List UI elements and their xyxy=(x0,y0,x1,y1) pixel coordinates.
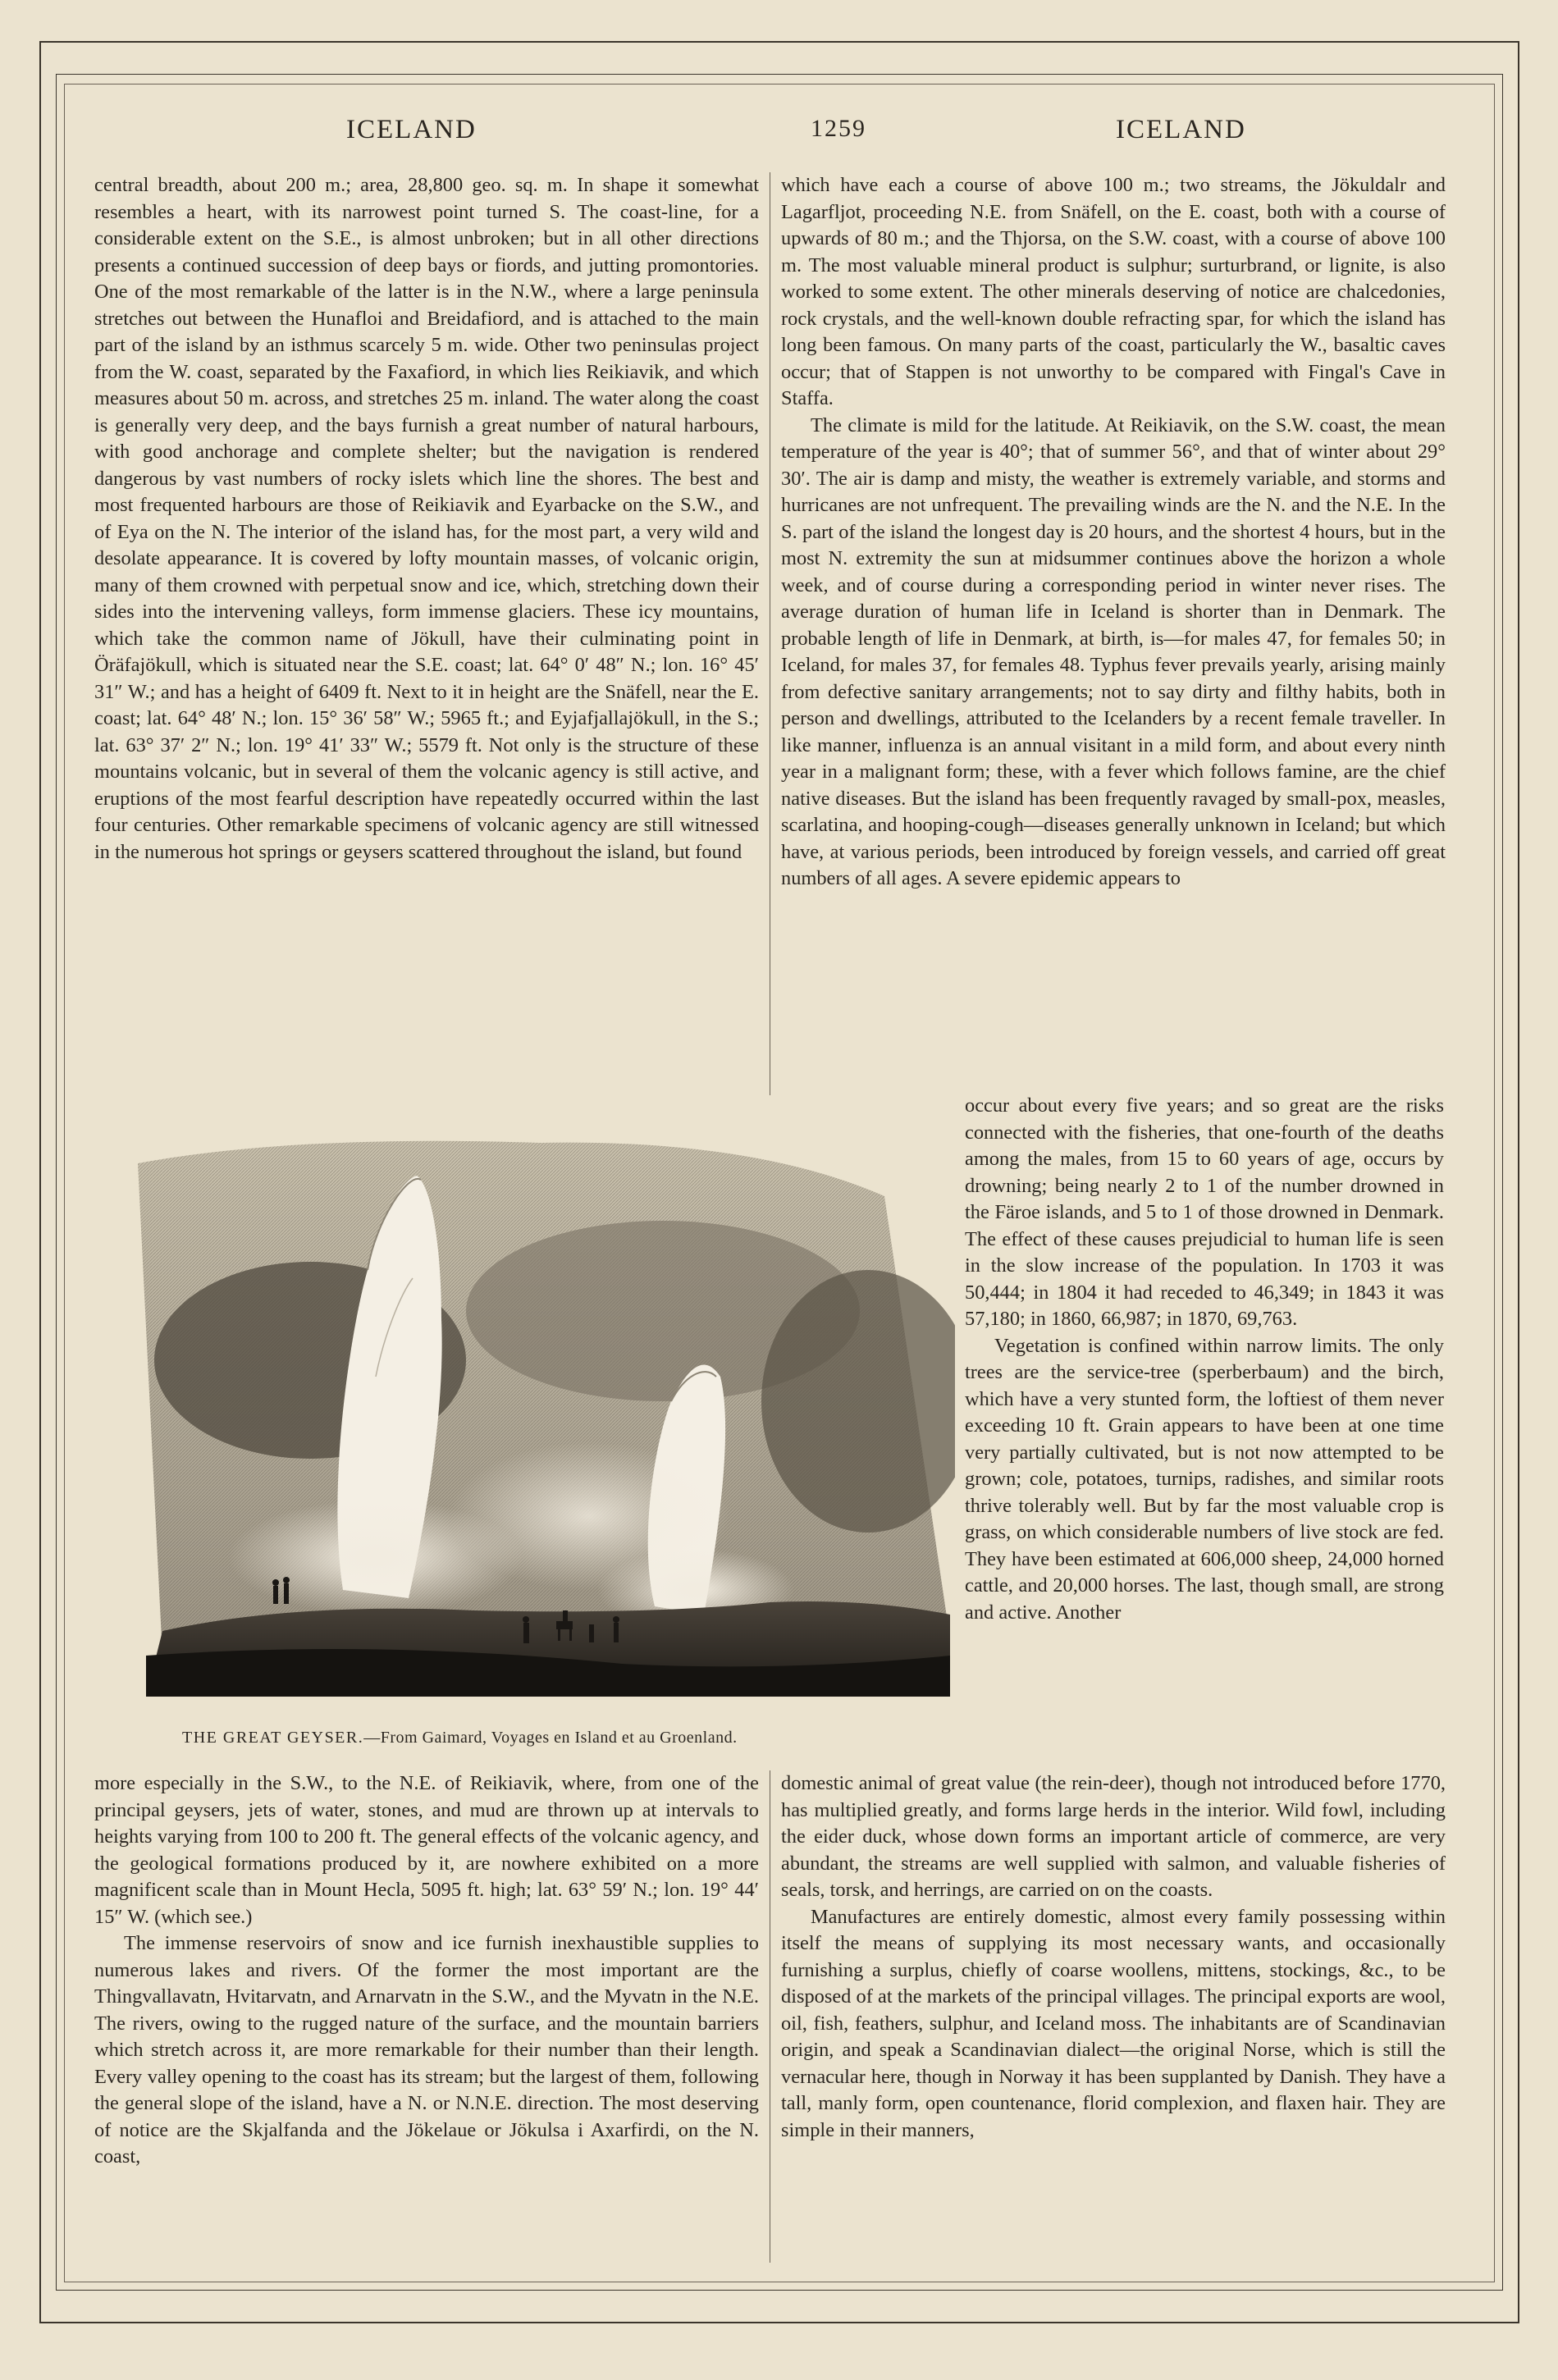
column-right-bottom xyxy=(781,1770,1446,2144)
header-left-title: ICELAND xyxy=(346,115,477,144)
header-right-title: ICELAND xyxy=(1116,115,1246,144)
page-number: 1259 xyxy=(811,115,866,142)
great-geyser-engraving xyxy=(130,1131,955,1705)
paragraph: central breadth, about 200 m.; area, 28,800 geo. sq. m. In shape it somewhat resembles a heart, with its narrowest point turned S. The coast-line, for a considerable extent on the S.E., is almost unbroken; but in all other directions presents a continued succession of deep bays or fiords, and jutting promontories. One of the most remarkable of the latter is in the N.W., where a large peninsula stretches out between the Hunafloi and Breidafiord, and is attached to the main part of the island by an isthmus scarcely 5 m. wide. Other two peninsulas project from the W. coast, separated by the Faxafiord, in which lies Reikiavik, and which measures about 50 m. across, and stretches 25 m. inland. The water along the coast is generally very deep, and the bays furnish a great number of natural harbours, with good anchorage and complete shelter; but the navigation is rendered dangerous by vast numbers of rocky islets which line the shores. The best and most frequented harbours are those of Reikiavik and Eyarbacke on the S.W., and of Eya on the N. The interior of the island has, for the most part, a very wild and desolate appearance. It is covered by lofty mountain masses, of volcanic origin, many of them crowned with perpetual snow and ice, which, stretching down their sides into the intervening valleys, form immense glaciers. These icy mountains, which take the common name of Jökull, have their culminating point in Öräfajökull, which is situated near the S.E. coast; lat. 64° 0′ 48″ N.; lon. 16° 45′ 31″ W.; and has a height of 6409 ft. Next to it in height are the Snäfell, near the E. coast; lat. 64° 48′ N.; lon. 15° 36′ 58″ W.; 5965 ft.; and Eyjafjallajökull, in the S.; lat. 63° 37′ 2″ N.; lon. 19° 41′ 33″ W.; 5579 ft. Not only is the structure of these mountains volcanic, but in several of them the volcanic agency is still active, and eruptions of the most fearful description have repeatedly occurred within the last four centuries. Other remarkable specimens of volcanic agency are still witnessed in the numerous hot springs or geysers scattered throughout the island, but found xyxy=(94,174,759,863)
paragraph: The immense reservoirs of snow and ice furnish inexhaustible supplies to numerous lakes and rivers. Of the former the most important are the Thingvallavatn, Hvitarvatn, and Arnarvatn in the S.W., and the Myvatn in the N.E. The rivers, owing to the rugged nature of the surface, and the mountain barriers which stretch across it, are more remarkable for their number than their length. Every valley opening to the coast has its stream; but the largest of them, following the general slope of the island, have a N. or N.N.E. direction. The most deserving of notice are the Skjalfanda and the Jökelaue or Jökulsa i Axarfirdi, on the N. coast, xyxy=(94,1932,759,2168)
paragraph: The climate is mild for the latitude. At Reikiavik, on the S.W. coast, the mean temperature of the year is 40°; that of summer 56°, and that of winter about 29° 30′. The air is damp and misty, the weather is extremely variable, and storms and hurricanes are not unfrequent. The prevailing winds are the N. and the N.E. In the S. part of the island the longest day is 20 hours, and the shortest 4 hours, but in the most N. extremity the sun at midsummer continues above the horizon a whole week, and of course during a corresponding period in winter never rises. The average duration of human life in Iceland is shorter than in Denmark. The probable length of life in Denmark, at birth, is—for males 47, for females 50; in Iceland, for males 37, for females 48. Typhus fever prevails yearly, arising mainly from defective sanitary arrangements; not to say dirty and filthy habits, both in person and dwellings, attributed to the Icelanders by a recent female traveller. In like manner, influenza is an annual visitant in a mild form, and about every ninth year in a malignant form; these, with a fever which follows famine, are the chief native diseases. But the island has been frequently ravaged by small-pox, measles, scarlatina, and hooping-cough—diseases generally unknown in Iceland; but which have, at various periods, been introduced by foreign vessels, and carried off great numbers of all ages. A severe epidemic appears to xyxy=(781,413,1446,889)
running-header xyxy=(66,115,1493,156)
paragraph: Vegetation is confined within narrow limits. The only trees are the service-tree (sperberbaum) and the birch, which have a very stunted form, the loftiest of them never exceeding 10 ft. Grain appears to have been at one time very partially cultivated, but is not now attempted to be grown; cole, potatoes, turnips, radishes, and similar roots thrive tolerably well. But by far the most valuable crop is grass, on which considerable numbers of live stock are fed. They have been estimated at 606,000 sheep, 24,000 horned cattle, and 20,000 horses. The last, though small, are strong and active. Another xyxy=(965,1334,1444,1624)
column-right-beside-figure xyxy=(965,1093,1444,1626)
column-right-top xyxy=(781,172,1446,893)
paragraph: occur about every five years; and so great are the risks connected with the fisheries, that one-fourth of the deaths among the males, from 15 to 60 years of age, occurs by drowning; being nearly 2 to 1 of the number drowned in the Färoe islands, and 5 to 1 of those drowned in Denmark. The effect of these causes prejudicial to human life is seen in the slow increase of the population. In 1703 it was 50,444; in 1804 it had receded to 46,349; in 1843 it was 57,180; in 1860, 66,987; in 1870, 69,763. xyxy=(965,1094,1444,1330)
paragraph: Manufactures are entirely domestic, almost every family possessing within itself the means of supplying its most necessary wants, and occasionally furnishing a surplus, chiefly of coarse woollens, mittens, stockings, &c., to be disposed of at the markets of the principal villages. The principal exports are wool, oil, fish, feathers, sulphur, and Iceland moss. The inhabitants are of Scandinavian origin, and speak a Scandinavian dialect—the original Norse, which is still the vernacular here, though in Norway it has been supplanted by Danish. They have a tall, manly form, open countenance, florid complexion, and flaxen hair. They are simple in their manners, xyxy=(781,1905,1446,2141)
column-left-bottom xyxy=(94,1770,759,2171)
figure-caption xyxy=(182,1729,738,1747)
paragraph: which have each a course of above 100 m.; two streams, the Jökuldalr and Lagarfljot, proceeding N.E. from Snäfell, on the E. coast, both with a course of upwards of 80 m.; and the Thjorsa, on the S.W. coast, with a course of above 100 m. The most valuable mineral product is sulphur; surturbrand, or lignite, is also worked to some extent. The other minerals deserving of notice are chalcedonies, rock crystals, and the well-known double refracting spar, for which the island has long been famous. On many parts of the coast, particularly the W., basaltic caves occur; that of Stappen is not unworthy to be compared with Fingal's Cave in Staffa. xyxy=(781,174,1446,409)
paragraph: domestic animal of great value (the rein-deer), though not introduced before 1770, has multiplied greatly, and forms large herds in the interior. Wild fowl, including the eider duck, whose down forms an important article of commerce, are very abundant, the streams are well supplied with salmon, and valuable fisheries of seals, torsk, and herrings, are carried on on the coasts. xyxy=(781,1772,1446,1901)
paragraph: more especially in the S.W., to the N.E. of Reikiavik, where, from one of the principal geysers, jets of water, stones, and mud are thrown up at intervals to heights varying from 100 to 200 ft. The general effects of the volcanic agency, and the geological formations produced by it, are nowhere exhibited on a more magnificent scale than in Mount Hecla, 5095 ft. high; lat. 63° 59′ N.; lon. 19° 44′ 15″ W. (which see.) xyxy=(94,1772,759,1928)
caption-title: THE GREAT GEYSER. xyxy=(182,1729,364,1747)
column-left-top xyxy=(94,172,759,866)
caption-source: —From Gaimard, Voyages en Island et au Groenland. xyxy=(363,1729,738,1747)
